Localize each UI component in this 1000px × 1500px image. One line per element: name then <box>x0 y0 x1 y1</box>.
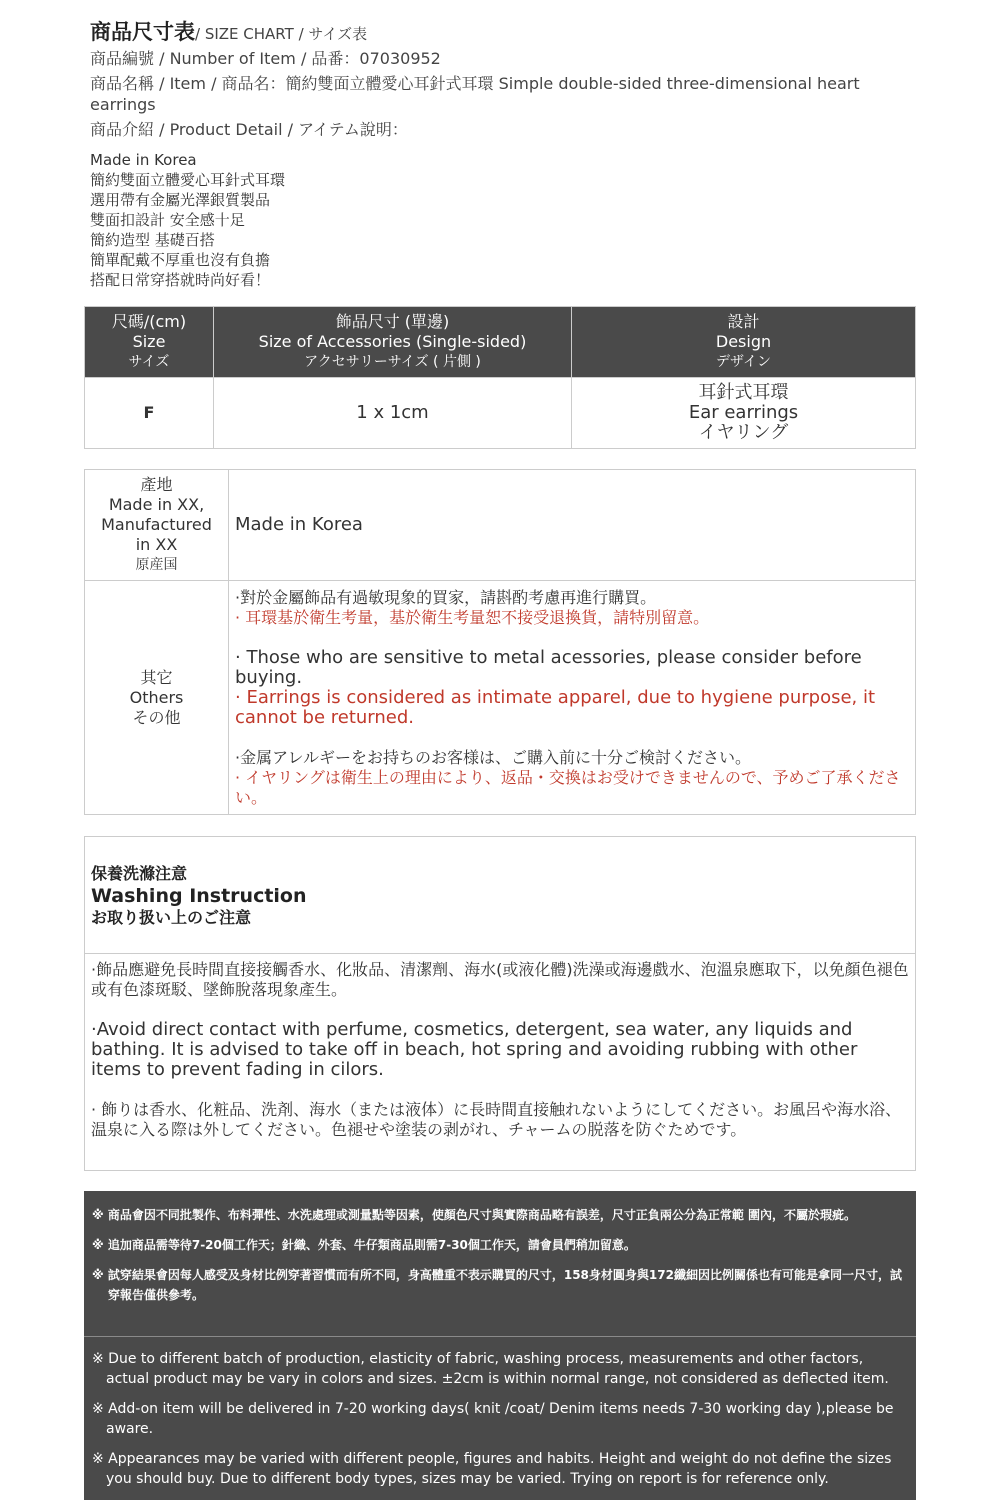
notice-line: ※ Appearances may be varied with different people, figures and habits. Height and weight do not define the sizes you should buy. Due to different body types, sizes may be varied. Trying on report is for reference only. <box>92 1451 892 1487</box>
notice-en <box>84 1337 916 1489</box>
allergy-note-en: · Those who are sensitive to metal acessories, please consider before buying. <box>235 646 862 688</box>
accessory-size-cell: 1 x 1cm <box>214 378 572 449</box>
others-row <box>85 581 916 815</box>
washing-text-en: ·Avoid direct contact with perfume, cosmetics, detergent, sea water, any liquids and bathing. It is advised to take off in beach, hot spring and avoiding rubbing with other items to prevent fading in cilors. <box>91 1019 858 1080</box>
table-row <box>85 378 916 449</box>
notice-line: ※ 追加商品需等待7-20個工作天；針織、外套、牛仔類商品則需7-30個工作天，請會員們稍加留意。 <box>92 1238 636 1252</box>
notice-line: ※ 商品會因不同批製作、布料彈性、水洗處理或測量點等因素，使顏色尺寸與實際商品略有誤差，尺寸正負兩公分為正常範 圍內，不屬於瑕疵。 <box>92 1208 857 1222</box>
item-name: 商品名稱 / Item / 商品名：簡約雙面立體愛心耳針式耳環 Simple double-sided three-dimensional heart earrings <box>90 74 860 114</box>
return-note-ja: · イヤリングは衛生上の理由により、返品・交換はお受けできませんので、予めご了承ください。 <box>235 767 901 807</box>
design-cell: 耳針式耳環 Ear earrings イヤリング <box>572 378 916 449</box>
return-note-zh: · 耳環基於衛生考量，基於衛生考量恕不接受退換貨，請特別留意。 <box>235 607 710 627</box>
size-chart-title <box>90 10 920 44</box>
notice-line: ※ 試穿結果會因每人感受及身材比例穿著習慣而有所不同，身高體重不表示購買的尺寸，158身材圓身與172纖細因比例關係也有可能是拿同一尺寸，試穿報告僅供參考。 <box>92 1268 902 1302</box>
others-label: 其它 Others その他 <box>85 581 229 815</box>
detail-line: 簡單配戴不厚重也沒有負擔 <box>90 251 271 269</box>
washing-title: 保養洗滌注意 Washing Instruction お取り扱い上のご注意 <box>85 837 915 954</box>
detail-line: 簡約雙面立體愛心耳針式耳環 <box>90 171 286 189</box>
product-detail-list <box>90 150 920 290</box>
washing-text-zh: ·飾品應避免長時間直接接觸香水、化妝品、清潔劑、海水(或液化體)洗澡或海邊戲水、泡溫泉應取下，以免顏色褪色或有色漆斑駁、墜飾脫落現象產生。 <box>91 960 909 999</box>
origin-row <box>85 470 916 581</box>
item-number: 商品編號 / Number of Item / 品番：07030952 <box>90 49 441 68</box>
accessory-size-column-header: 飾品尺寸 (單邊) Size of Accessories (Single-sided) アクセサリーサイズ ( 片側 ) <box>214 307 572 378</box>
notice-line: ※ Due to different batch of production, elasticity of fabric, washing process, measurements and other factors, actual product may be vary in colors and sizes. ±2cm is within normal range, not considered as deflected item. <box>92 1351 889 1387</box>
notice-line: ※ Add-on item will be delivered in 7-20 working days( knit /coat/ Denim items needs 7-30 working day ),please be aware. <box>92 1401 894 1437</box>
title-sub: / SIZE CHART / サイズ表 <box>195 25 368 43</box>
washing-body <box>85 954 915 1140</box>
allergy-note-zh: ·對於金屬飾品有過敏現象的買家，請斟酌考慮再進行購買。 <box>235 587 657 607</box>
size-column-header: 尺碼/(cm) Size サイズ <box>85 307 214 378</box>
detail-line: 簡約造型 基礎百搭 <box>90 231 215 249</box>
origin-label: 產地 Made in XX, Manufactured in XX 原産国 <box>85 470 229 581</box>
return-note-en: · Earrings is considered as intimate apparel, due to hygiene purpose, it cannot be returned. <box>235 686 876 728</box>
washing-instruction-section <box>84 836 916 1171</box>
notice-zh <box>84 1191 916 1337</box>
detail-line: Made in Korea <box>90 151 197 169</box>
product-header <box>90 10 920 290</box>
title-main: 商品尺寸表 <box>90 20 195 44</box>
size-table-header-row <box>85 307 916 378</box>
design-column-header: 設計 Design デザイン <box>572 307 916 378</box>
size-cell: F <box>85 378 214 449</box>
allergy-note-ja: ·金属アレルギーをお持ちのお客様は、ご購入前に十分ご検討ください。 <box>235 747 752 767</box>
size-table <box>84 306 916 449</box>
detail-line: 選用帶有金屬光澤銀質製品 <box>90 191 271 209</box>
origin-others-table <box>84 469 916 815</box>
detail-line: 雙面扣設計 安全感十足 <box>90 211 245 229</box>
others-value <box>229 581 916 815</box>
origin-value: Made in Korea <box>229 470 916 581</box>
detail-label: 商品介紹 / Product Detail / アイテム說明： <box>90 120 408 139</box>
washing-text-ja: · 飾りは香水、化粧品、洗剤、海水（または液体）に長時間直接触れないようにしてください。お風呂や海水浴、温泉に入る際は外してください。色褪せや塗装の剥がれ、チャームの脱落を防ぐためです。 <box>91 1100 902 1139</box>
detail-line: 搭配日常穿搭就時尚好看！ <box>90 271 271 289</box>
notice-section <box>84 1191 916 1500</box>
